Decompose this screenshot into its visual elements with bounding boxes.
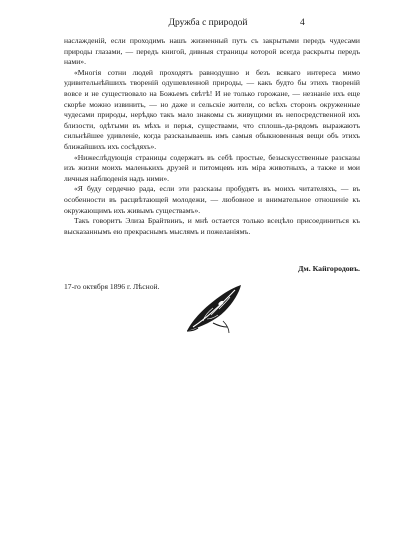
paragraph-quote-glad: «Я буду сердечно рада, если эти разсказы пробудятъ въ моихъ читателяхъ, — въ особенности въ расцвѣтающей молодежи, — любовное и внимательное отношеніе къ окружающимъ ихъ живымъ существамъ». [64, 184, 360, 215]
dateline: 17-го октября 1896 г. Лѣсной. [64, 282, 160, 291]
running-title: Дружба с природой [168, 18, 248, 28]
paragraph-quote-pages: «Нижеслѣдующія страницы содержатъ въ себѣ простые, безыскусственные разсказы изъ жизни моихъ маленькихъ друзей и питомцевъ изъ міра животныхъ, а также и мои личныя наблюденія надъ ними». [64, 152, 360, 183]
author-signature: Дм. Кайгородовъ. [298, 264, 360, 273]
paragraph-continuation: наслажденій, если проходимъ нашъ жизненный путь съ закрытыми передъ чудесами природы глазами, — передъ книгой, дивныя страницы которой всегда раскрыты передъ нами». [64, 36, 360, 67]
paragraph-conclusion: Такъ говоритъ Элиза Брайтвинъ, и мнѣ остается только всецѣло присоединиться къ высказаннымъ ею прекраснымъ мыслямъ и пожеланіямъ. [64, 216, 360, 236]
leaf-ornament-icon [183, 281, 245, 337]
running-header [0, 18, 416, 32]
page-number: 4 [300, 18, 305, 28]
body-text [64, 36, 360, 237]
paragraph-quote-many-people: «Многія сотни людей проходятъ равнодушно и безъ всякаго интереса мимо удивительнѣйшихъ твореній одушевленной природы, — какъ будто бы этихъ твореній вовсе и не существовало на Божьемъ свѣтѣ! И не только горожане, — незнаніе ихъ еще скорѣе можно извинить, — но даже и сельскіе жители, со всѣхъ сторонъ окруженные чудесами природы, нерѣдко такъ мало знакомы съ живущими въ непосредственной ихъ близости, одѣтыми въ мѣхъ и перья, существами, что сплошь-да-рядомъ выражаютъ сильнѣйшее удивленіе, когда разсказываешь имъ самыя обыкновенныя вещи объ этихъ ближайшихъ ихъ сосѣдяхъ». [64, 67, 360, 151]
